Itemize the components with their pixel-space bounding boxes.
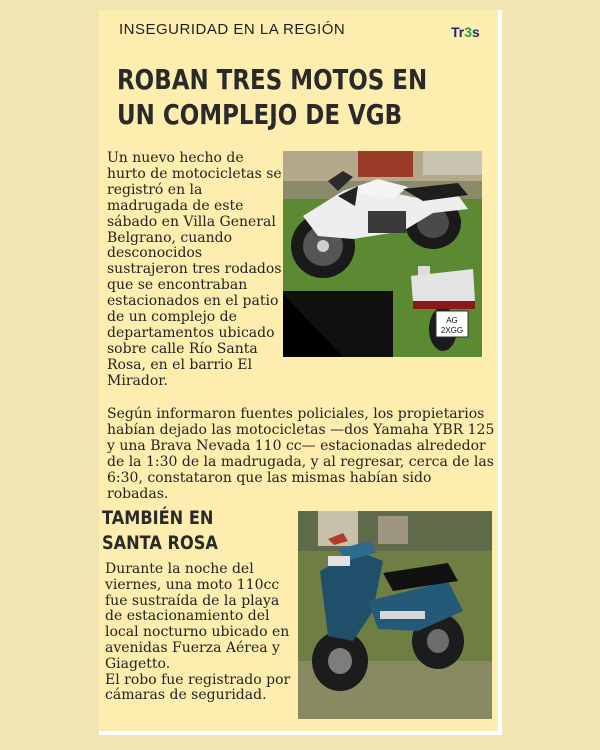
- article-paragraph-2: Según informaron fuentes policiales, los propietarios habían dejado las motocicletas —dos Yamaha YBR 125 y una Brava Nevada 110 cc— estacionadas alrededor de la 1:30 de la madrugada, y al regresar, cerca de las 6:30, constataron que las mismas habían sido robadas.: [107, 406, 495, 502]
- sidebar-subhead: TAMBIÉN EN SANTA ROSA: [102, 507, 218, 554]
- license-plate-line-1: AG: [446, 316, 458, 325]
- scooter-photo-illustration: [298, 511, 492, 719]
- santa-rosa-motorcycle-photo: [298, 511, 492, 719]
- section-label: INSEGURIDAD EN LA REGIÓN: [119, 21, 346, 38]
- newspaper-page: [99, 10, 502, 735]
- sidebar-paragraph: Durante la noche del viernes, una moto 110cc fue sustraída de la playa de estacionamiento del local nocturno ubicado en avenidas Fuerza Aérea y Giagetto. El robo fue registrado por cámaras de seguridad.: [105, 561, 291, 704]
- stolen-motorcycle-photo: [283, 151, 482, 357]
- tr3s-logo: [451, 24, 480, 40]
- article-headline: ROBAN TRES MOTOS EN UN COMPLEJO DE VGB: [117, 63, 428, 131]
- logo-digit: 3: [464, 24, 473, 40]
- article-paragraph-1: Un nuevo hecho de hurto de motocicletas se registró en la madrugada de este sábado en Villa General Belgrano, cuando desconocidos sustrajeron tres rodados que se encontraban estacionados en el patio de un complejo de departamentos ubicado sobre calle Río Santa Rosa, en el barrio El Mirador.: [107, 150, 282, 389]
- logo-suffix: s: [472, 24, 480, 40]
- motorcycle-photo-illustration: [283, 151, 482, 357]
- logo-prefix: Tr: [451, 24, 465, 40]
- license-plate-line-2: 2XGG: [440, 326, 464, 335]
